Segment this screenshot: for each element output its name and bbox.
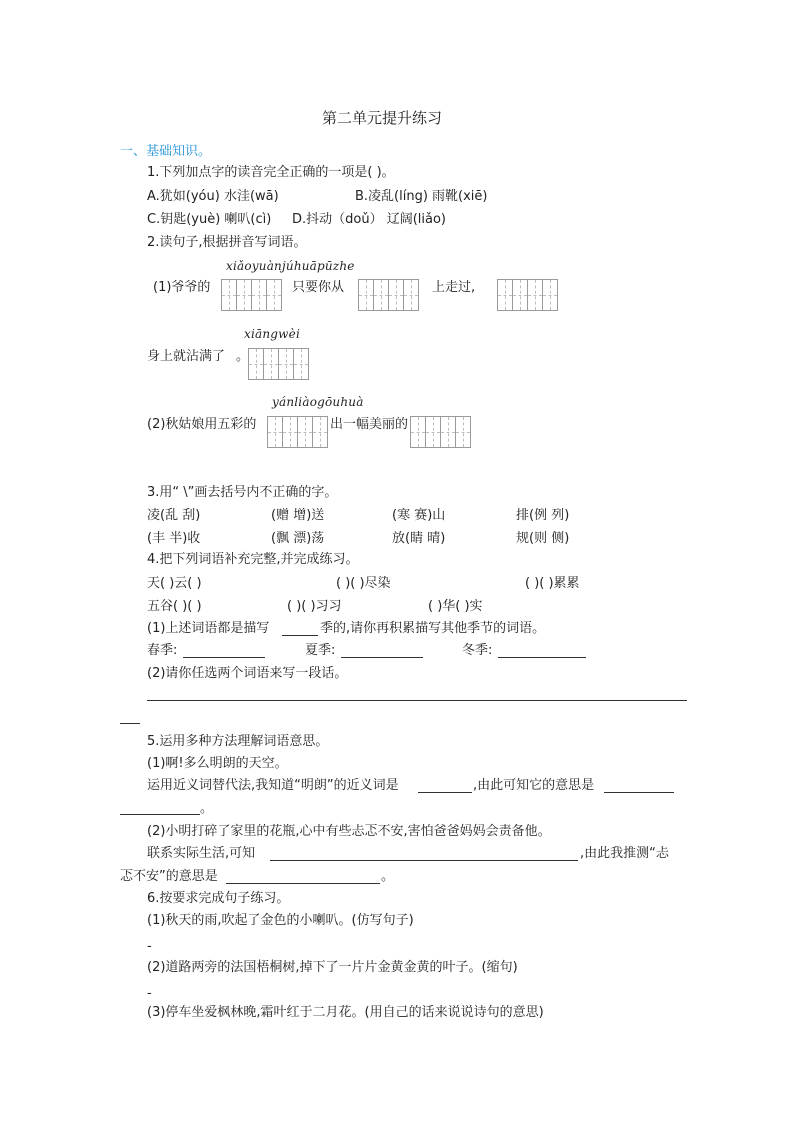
q3-item: 凌(乱 刮) [147,508,201,523]
q4-stem: 4.把下列词语补充完整,并完成练习。 [147,552,359,567]
meaning-answer-line-cont[interactable] [120,814,200,815]
q2-stem: 2.读句子,根据拼音写词语。 [147,235,307,250]
write-grid-2[interactable] [358,279,418,311]
q6-stem: 6.按要求完成句子练习。 [147,891,290,906]
answer-dash[interactable]: - [147,986,152,1001]
q2-sentence1-part-d: 身上就沾满了 [147,349,226,364]
pinyin-row-1: xiǎoyuànjúhuāpūzhe [226,259,355,273]
tante-answer-line[interactable] [226,883,380,884]
q1-option-b: B.凌乱(líng) 雨靴(xiē) [355,189,488,204]
synonym-answer-line[interactable] [418,792,472,793]
q6-sentence-3: (3)停车坐爱枫林晚,霜叶红于二月花。(用自己的话来说说诗句的意思) [147,1005,544,1020]
q4-item: 天( )云( ) [147,576,202,591]
write-grid-4[interactable] [248,348,308,380]
q3-item: (飘 漂)荡 [271,531,325,546]
q3-item: 放(睛 晴) [392,531,446,546]
answer-line[interactable] [282,635,318,636]
q2-sentence1-part-b: 只要你从 [292,280,345,295]
q2-sentence2-part-b: 出一幅美丽的 [330,417,409,432]
q5-sentence-1-task-b: ,由此可知它的意思是 [473,778,595,793]
q3-item: 排(例 列) [516,508,570,523]
answer-dash[interactable]: - [147,939,152,954]
q4-sub1-part-b: 季的,请你再积累描写其他季节的词语。 [320,621,546,636]
q5-stem: 5.运用多种方法理解词语意思。 [147,734,329,749]
meaning-answer-line[interactable] [604,792,674,793]
spring-label: 春季: [147,643,178,658]
q1-option-d: D.抖动（doǔ） 辽阔(liǎo) [292,212,447,227]
write-grid-1[interactable] [221,279,281,311]
q3-item: (赠 增)送 [271,508,325,523]
q2-sentence2-part-a: (2)秋姑娘用五彩的 [147,417,257,432]
pinyin-row-3: yánliàogōuhuà [272,395,364,409]
q5-sentence-1-task: 运用近义词替代法,我知道“明朗”的近义词是 [147,778,399,793]
q3-item: (寒 赛)山 [392,508,446,523]
q1-option-c: C.钥匙(yuè) 喇叭(cì) [147,212,272,227]
write-grid-6[interactable] [410,416,470,448]
write-grid-3[interactable] [497,279,557,311]
q3-stem: 3.用“ \”画去括号内不正确的字。 [147,485,338,500]
q2-sentence1-end: 。 [236,349,250,364]
q3-item: 规(则 侧) [516,531,570,546]
q4-item: ( )华( )实 [428,599,483,614]
q6-sentence-1: (1)秋天的雨,吹起了金色的小喇叭。(仿写句子) [147,913,414,928]
page-title: 第二单元提升练习 [322,109,443,127]
winter-label: 冬季: [462,643,493,658]
paragraph-answer-line-end[interactable] [120,723,140,724]
q4-item: ( )( )尽染 [336,576,391,591]
q5-sentence-2-task-c: 忑不安”的意思是 [120,869,218,884]
q2-sentence1-part-c: 上走过, [432,280,476,295]
q5-sentence-1: (1)啊!多么明朗的天空。 [147,756,288,771]
summer-label: 夏季: [305,643,336,658]
paragraph-answer-line[interactable] [147,700,687,701]
pinyin-row-2: xiāngwèi [244,327,300,341]
q4-sub2: (2)请你任选两个词语来写一段话。 [147,666,348,681]
write-grid-5[interactable] [267,416,327,448]
q5-sentence-1-end: 。 [200,801,214,816]
q5-sentence-2-end: 。 [381,869,395,884]
winter-answer-line[interactable] [498,657,586,658]
q4-sub1-part-a: (1)上述词语都是描写 [147,621,270,636]
q6-sentence-2: (2)道路两旁的法国梧桐树,掉下了一片片金黄金黄的叶子。(缩句) [147,960,518,975]
q3-item: (丰 半)收 [147,531,201,546]
spring-answer-line[interactable] [183,657,265,658]
q5-sentence-2-task: 联系实际生活,可知 [147,846,256,861]
q5-sentence-2: (2)小明打碎了家里的花瓶,心中有些忐忑不安,害怕爸爸妈妈会责备他。 [147,824,551,839]
q4-item: 五谷( )( ) [147,599,202,614]
life-answer-line[interactable] [270,860,578,861]
q1-option-a: A.犹如(yóu) 水洼(wā) [147,189,279,204]
section-heading: 一、基础知识。 [120,144,212,159]
q1-stem: 1.下列加点字的读音完全正确的一项是( )。 [147,165,395,180]
q4-item: ( )( )累累 [525,576,580,591]
q2-sentence1-part-a: (1)爷爷的 [153,280,211,295]
q5-sentence-2-task-b: ,由此我推测“忐 [580,846,669,861]
q4-item: ( )( )习习 [287,599,342,614]
summer-answer-line[interactable] [341,657,423,658]
